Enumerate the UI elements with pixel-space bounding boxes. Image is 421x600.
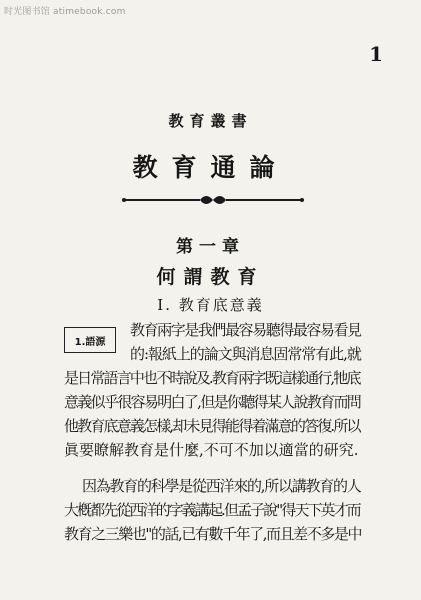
page-number: 1 [369,42,383,66]
body-line: 是日常語言中也不時說及.教育兩字既這樣通行,牠底 [64,369,360,387]
watermark: 时光图书馆 atimebook.com [4,7,126,17]
series-title: 教育叢書 [168,112,253,130]
body-line: 眞要瞭解教育是什麼,不可不加以適當的研究. [64,441,359,459]
body-line: 他教育底意義怎樣,却未見得能得着滿意的答復.所以 [64,417,360,435]
ornament-divider [120,190,306,210]
body-line: 因為教育的科學是從西洋來的,所以講教育的人 [82,477,361,495]
chapter-title: 何謂教育 [156,266,265,288]
body-line: 教育之三樂也"的話,已有數千年了,而且差不多是中 [64,525,362,543]
marginal-note: 1.語源 [64,327,116,353]
section-heading: I. 教育底意義 [157,296,264,314]
body-line: 的:報紙上的論文與消息固常常有此,就 [130,345,361,363]
body-line: 意義似乎很容易明白了,但是你聽得某人說教育而問 [64,393,361,411]
body-line: 大槪都先從西洋的字義講起.但孟子說"得天下英才而 [64,501,360,519]
chapter-heading: 第一章 [176,237,245,257]
book-title: 教育通論 [132,153,289,182]
body-line: 教育兩字是我們最容易聽得最容易看見 [130,321,361,339]
